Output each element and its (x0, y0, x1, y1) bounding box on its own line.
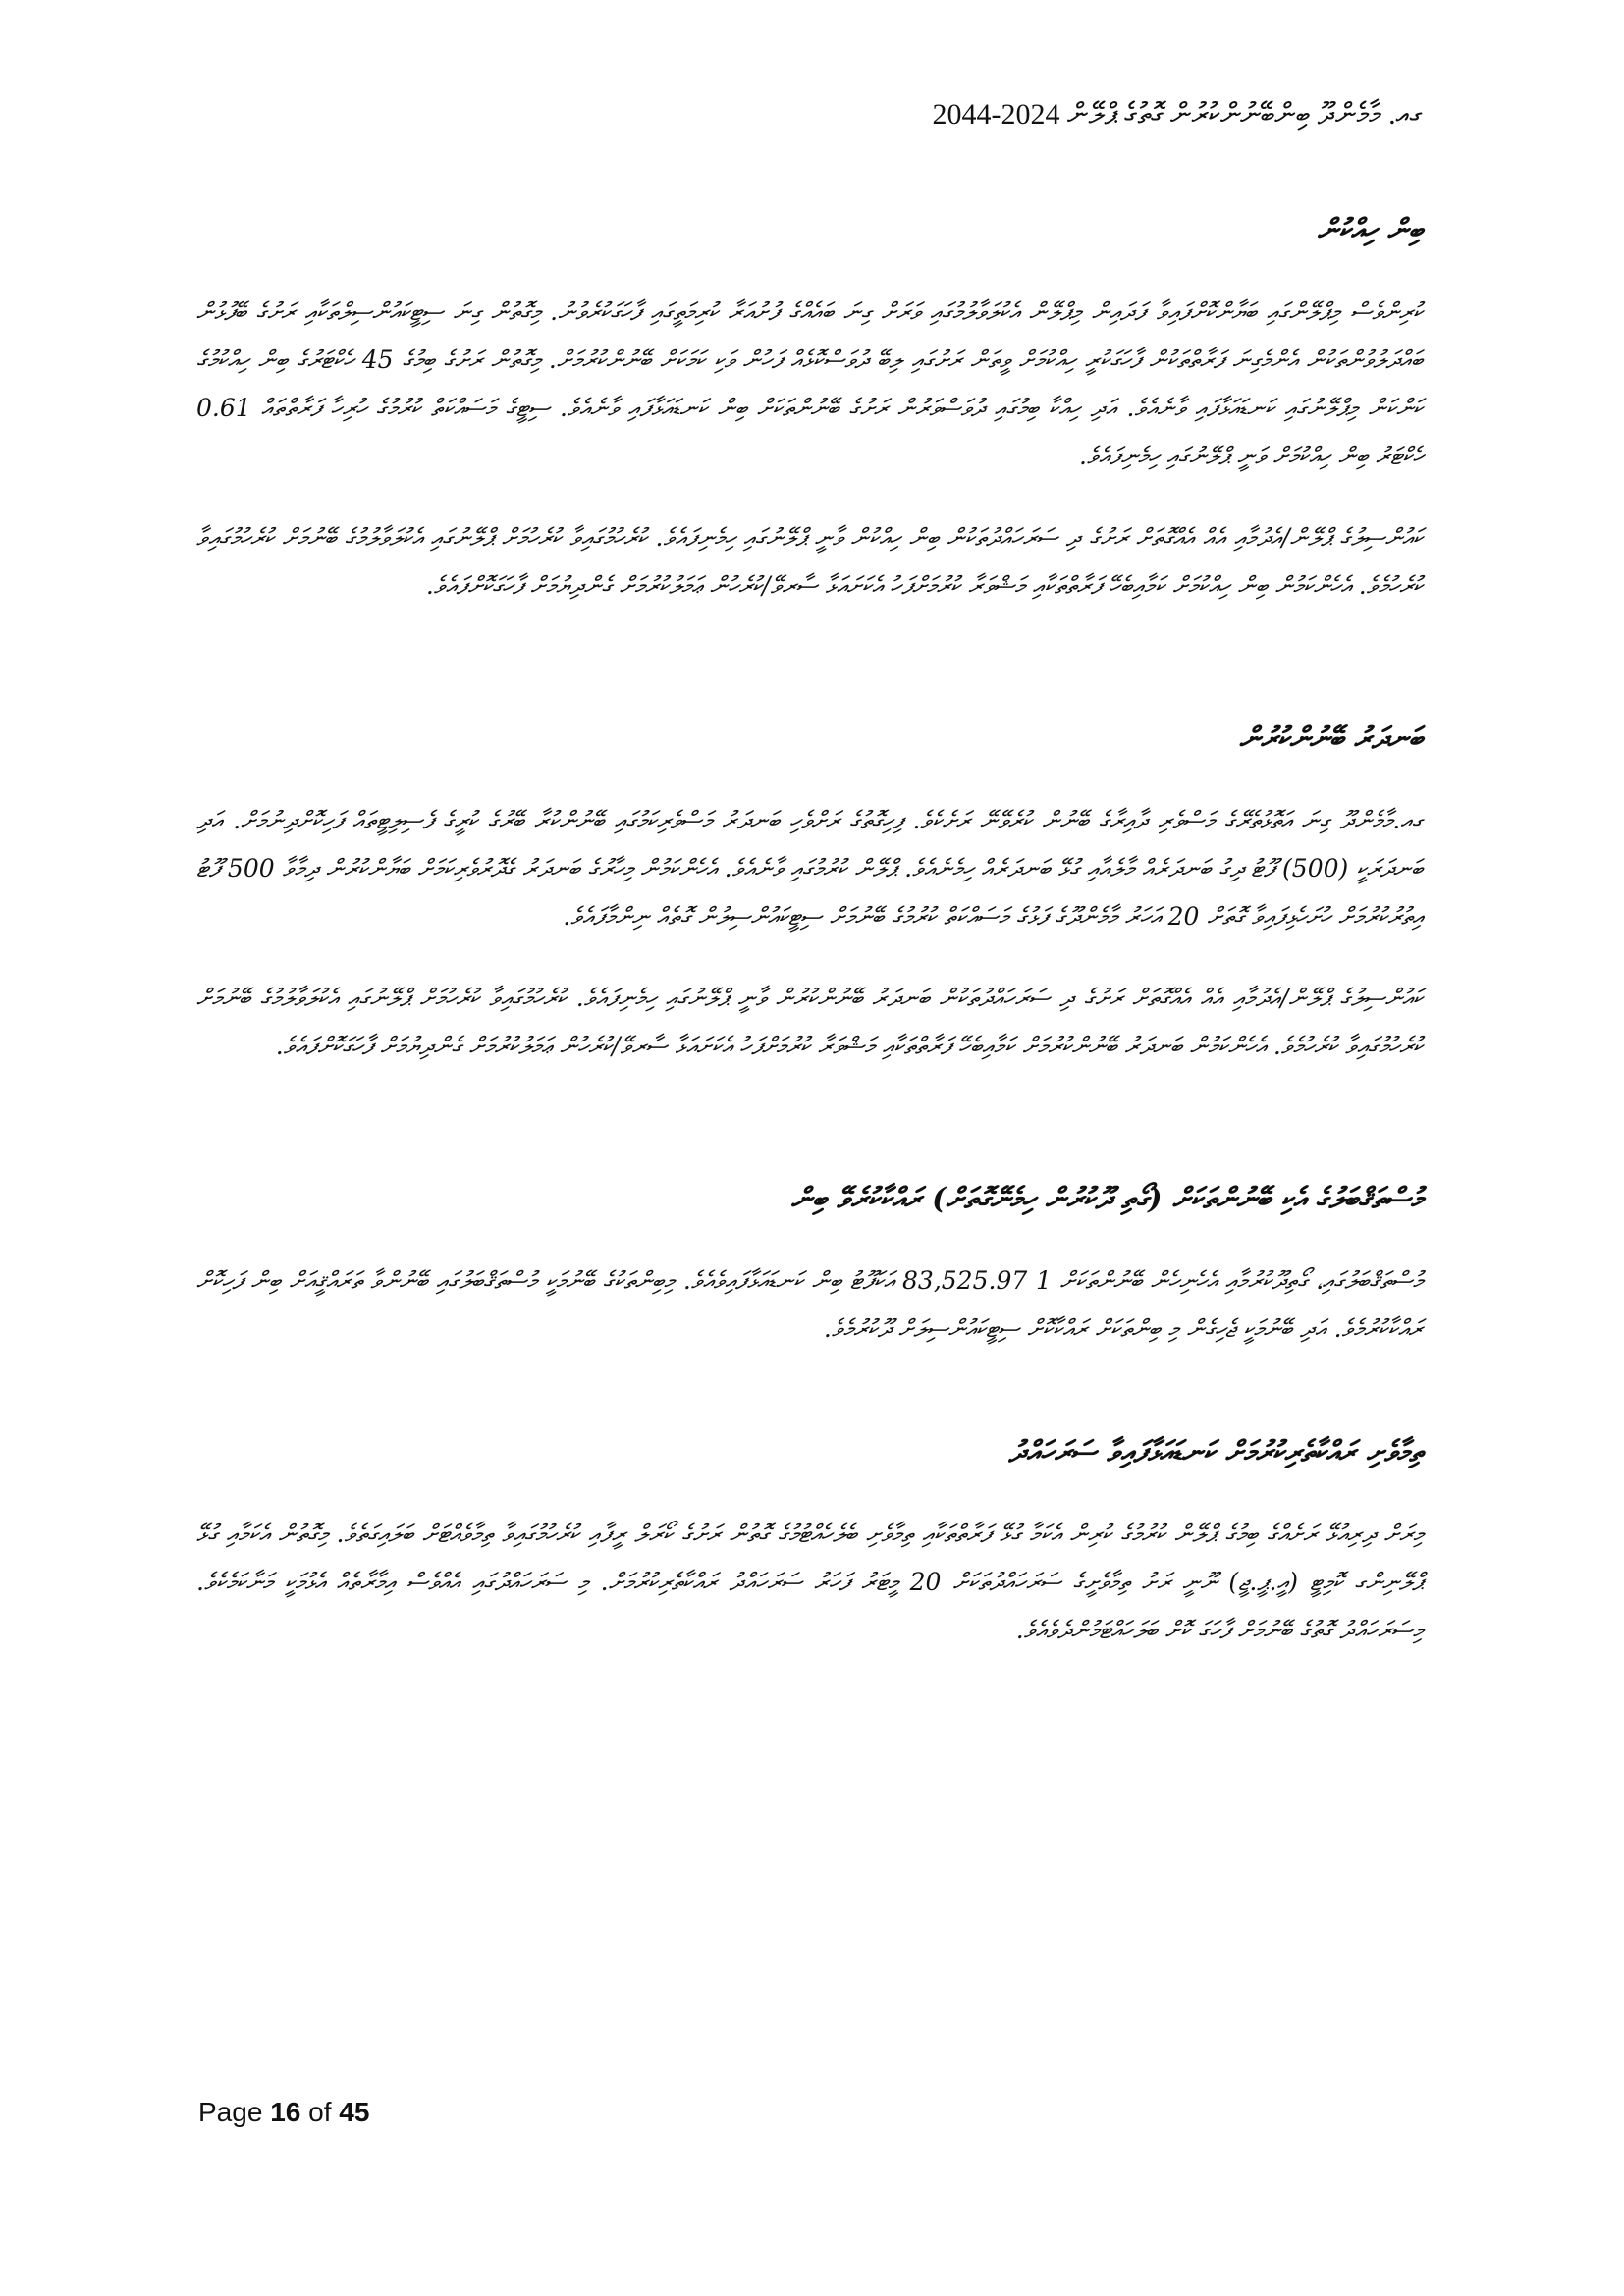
paragraph: ކައުންސިލުގެ ޕްލޭން/އެދުމާއި އެއް އެއްގޮތަށް ރަށުގެ ދި ސަރަހައްދުތަކުން ބަނދަރު ބޭނުންކުރުން ވާނީ ޕްލޭނުގައި ހިމެނިފައެވެ. ކުރެހުމުގައިވާ ކުރެހުމަށް ޕްލޭނުގައި އެކުލަވާލުމުގެ ބޭނުމަށް ކުރެހުމުގައިވާ ކުރެހުމެވެ. އެހެންކަމުން ބަނދަރު ބޭނުންކުރުމަށް ކަމާއިބެހޭ ފަރާތްތަކާއި މަޝްވަރާ ކުރުމަށްފަހު އެކަށައަޅާ ސާރވޭ/ކުރެހުން ޢަމަލުކުރުމަށް ގެންދިޔުމަށް ފާހަގަކޮށްފައެވެ. (196, 984, 1423, 1060)
section-heading: ބިން ހިއްކުން (1317, 213, 1423, 247)
section-heading: ބަނދަރު ބޭނުންކުރުން (1239, 721, 1423, 756)
paragraph: މިރަށް ދިރިއުޅޭ ރަށެއްގެ ބިމުގެ ޕްލޭން ކުރުމުގެ ކުރިން އެކަމާ ގުޅޭ ފަރާތްތަކާއި ތިމާވެށި ބެލެހެއްޓުމުގެ ގޮތުން ރަށުގެ ކޯރަލް ރީފާއި ކުރެހުމުގައިވާ ތިމާވެއްޓަށް ބަލައިގަތެވެ. މިގޮތުން އެކަމާއި ގުޅޭ ޕްލޭނިންގ ކޮމިޓީ (އީ.ޕީ.ޖީ) ނޫނީ ރަށު ތިމާވެށީގެ ސަރަހައްދުތަކަށް 20 މީޓަރު ފަހަރު ސަރަހައްދު ރައްކާތެރިކުރުމަށް. މި ސަރަހައްދުގައި އެއްވެސް އިމާރާތެއް އެޅުމަކީ މަނާކަމެކެވެ. މިސަރަހައްދު ގޮތުގެ ބޭނުމަށް ފާހަގަ ކޮށް ބަލަހައްޓަމުންދެވެއެވެ. (196, 1520, 1423, 1644)
total-pages-number: 45 (339, 2097, 370, 2127)
page-number-footer (198, 2097, 369, 2128)
running-header: ގއ. މާމެންދޫ ބިންބޭނުންކުރުން ގޮތުގެ ޕްލޭން 2024-2044 (932, 98, 1423, 131)
paragraph: ކައުންސިލުގެ ޕްލޭން/އެދުމާއި އެއް އެއްގޮތަށް ރަށުގެ ދި ސަރަހައްދުތަކުން ބިން ހިއްކުން ވާނީ ޕްލޭނުގައި ހިމެނިފައެވެ. ކުރެހުމުގައިވާ ކުރެހުމަށް ޕްލޭނުގައި އެކުލަވާލުމުގެ ބޭނުމަށް ކުރެހުމުގައިވާ ކުރެހުމެވެ. އެހެންކަމުން ބިން ހިއްކުމަށް ކަމާއިބެހޭ ފަރާތްތަކާއި މަޝްވަރާ ކުރުމަށްފަހު އެކަށައަޅާ ސާރވޭ/ކުރެހުން ޢަމަލުކުރުމަށް ގެންދިޔުމަށް ފާހަގަކޮށްފައެވެ. (196, 523, 1423, 600)
page-content (196, 211, 1423, 1687)
paragraph: މުސްތަޤްބަލުގައި، ގޯތިދޫކުރުމާއި އެހެނިހެން ބޭނުންތަކަށް 1 83,525.97 އަކަފޫޓު ބިން ކަނޑައަޅާފައިވެއެވެ. މިބިންތަކުގެ ބޭނުމަކީ މުސްތަޤްބަލުގައި ބޭނުންވާ ތަރައްޤީއަށް ބިން ފަހިކޮށް ރައްކާކުރުމެވެ. އަދި ބޭނުމަކީ ޖެހިގެން މި ބިންތަކަށް ރައްކާކޮށް ސިޓީކައުންސިލަށް ދޫކުރުމެވެ. (196, 1266, 1423, 1343)
section-reserved-land (196, 1180, 1423, 1353)
paragraph: ގއ.މާމެންދޫ ގިނަ އަތޮޅުތެރޭގެ މަސްވެރި ދާއިރާގެ ބޭނުން ކުރެވޭނޭ ރަށެކެވެ. ފިހިގޮތުގެ ރަށްވެހި ބަނދަރު މަސްވެރިކަމުގައި ބޭނުންކުރާ ބޭރުގެ ކުރީގެ ފެސިލިޓީތައް ފަހިކޮށްދިނުމަށް. އަދި ބަނދަރަކީ (500) ފޫޓު ދިގު ބަނދަރެއް މާލެއާއި ގުޅޭ ބަނދަރެއް ހިމެނެއެވެ. ޕްލޭން ކުރުމުގައި ވާނެއެވެ. އެހެންކަމުން މިހާރުގެ ބަނދަރު ގެދޮރުވެރިކަމަށް ބަޔާންކުރުން ދިމާވާ 500 ފޫޓު އިތުރުކުރުމަށް ހުށަހެޅިފައިވާ ގޮތަށް 20 އަހަރު މާމެންދޫގެ ފަޅުގެ މަސައްކަތް ކުރުމުގެ ބޭނުމަށް ސިޓީކައުންސިލުން ގޮތެއް ނިންމާފައެވެ. (196, 806, 1424, 931)
section-harbour-use (196, 720, 1423, 1070)
of-label: of (308, 2097, 332, 2127)
section-land-reclamation (196, 211, 1423, 610)
page-label: Page (198, 2097, 263, 2127)
paragraph: ކުރިންވެސް މިޕްލޭންގައި ބަޔާންކޮށްފައިވާ ފަދައިން މިޕްލޭން އެކުލަވާލުމުގައި ވަރަށް ގިނަ ބައެއްގެ ފުށުއަރާ ކުރިމަތީގައި ފާހަގަކުރެވުނު. މިގޮތުން ގިނަ ސިޓީކައުންސިލްތަކާއި ރަށުގެ ބޭފުޅުން ބައްދަލުވުންތަކުން އެންމެގިނަ ފަރާތްތަކުން ފާހަގަކުރީ ހިއްކުމަށް ވީތަން ރަށުގައި ލިބޭ ދުވަސްކޮޅެއް ފަހުން ވަކި ކަމަކަށް ބޭނުންކުރުމަށް. މިގޮތުން ރަށުގެ ބިމުގެ 45 ހެކްޓަރުގެ ބިން ހިއްކުމުގެ ކަންކަން މިޕްލޭނުގައި ކަނޑައަޅާފައި ވާނެއެވެ. އަދި ހިއްކާ ބިމުގައި ދުވަސްވަރުން ރަށުގެ ބޭނުންތަކަށް ބިން ކަނޑައަޅާފައި ވާނެއެވެ. ސިޓީގެ މަސައްކަތް ކުރުމުގެ ހުރިހާ ފަރާތްތައް 0.61 ހެކްޓަރު ބިން ހިއްކުމަށް ވަނީ ޕްލޭނުގައި ހިމެނިފައެވެ. (196, 297, 1423, 470)
section-environmental-protection (196, 1433, 1423, 1654)
section-heading: މުސްތަޤްބަލުގެ އެކި ބޭނުންތަކަށް (ގޯތި ދޫކުރުން ހިމެނޭގޮތަށް) ރައްކާކުރެވޭ ބިން (790, 1182, 1423, 1216)
current-page-number: 16 (270, 2097, 301, 2127)
section-heading: ތިމާވެށި ރައްކާތެރިކުރުމަށް ކަނޑައަޅާފައިވާ ސަރަހައްދު (1008, 1435, 1423, 1469)
